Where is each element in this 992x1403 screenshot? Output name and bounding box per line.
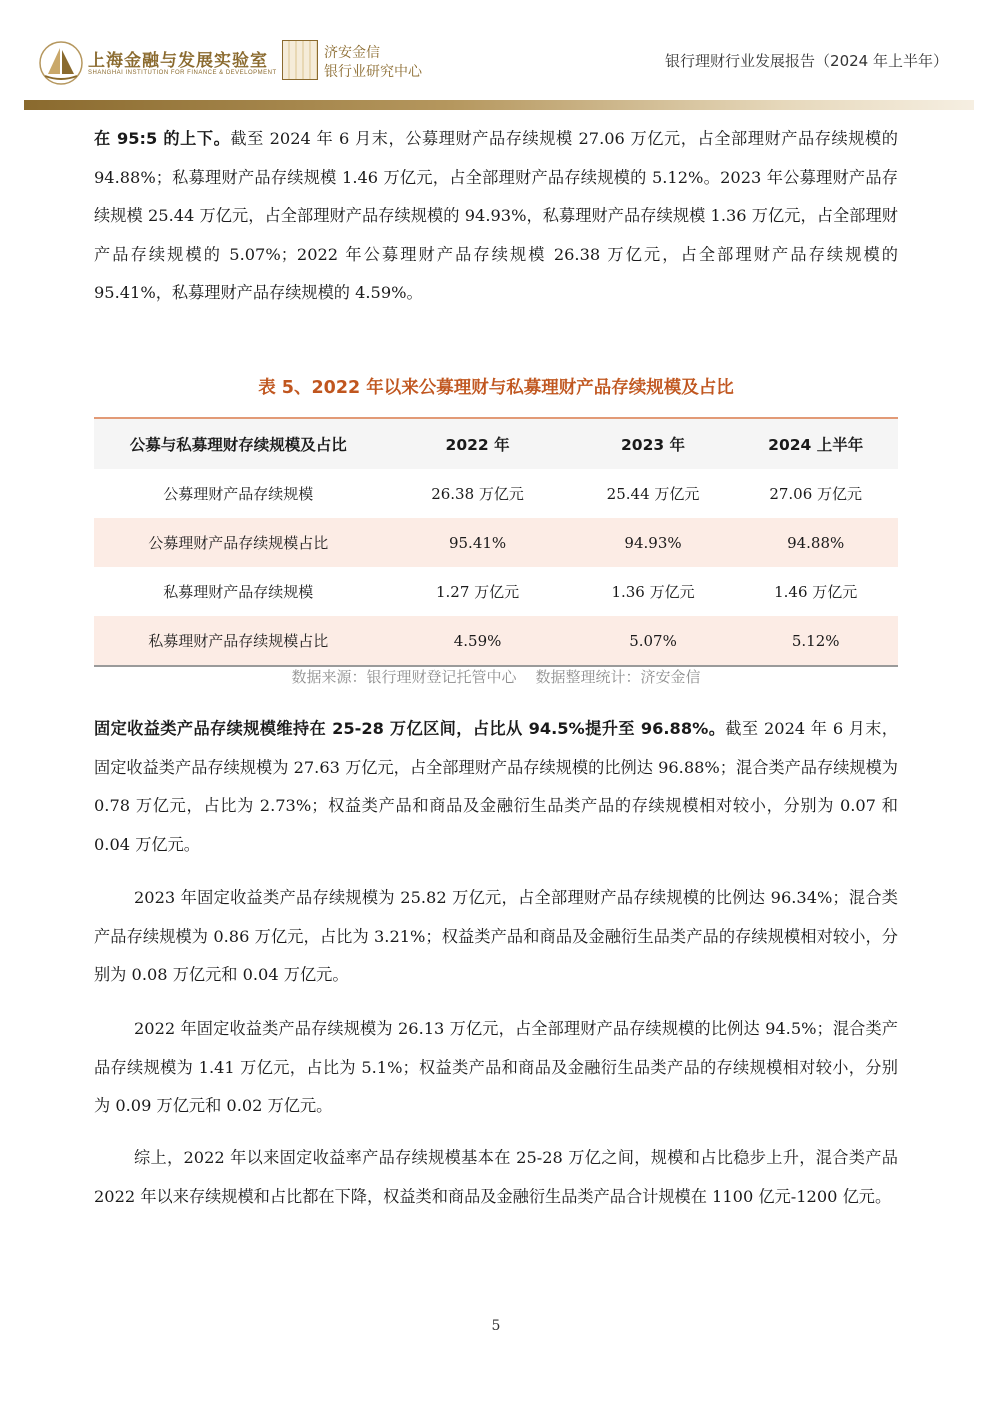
table-cell: 私募理财产品存续规模: [163, 583, 314, 601]
sailboat-logo-icon: [38, 40, 84, 86]
table-row: [94, 567, 898, 616]
table-cell: 26.38 万亿元: [431, 485, 524, 503]
header-divider: [24, 100, 974, 110]
table-cell: 私募理财产品存续规模占比: [94, 616, 382, 666]
table-header-cell: 公募与私募理财存续规模及占比: [94, 418, 382, 469]
paragraph-public-private: [94, 120, 898, 313]
table-cell: 公募理财产品存续规模占比: [94, 518, 382, 567]
paragraph-text: 截至 2024 年 6 月末，公募理财产品存续规模 27.06 万亿元，占全部理财产品存续规模的 94.88%；私募理财产品存续规模 1.46 万亿元，占全部理财产品存续规模的 5.12%。2023 年公募理财产品存续规模 25.44 万亿元，占全部理财产品存续规模的 94.93%，私募理财产品存续规模 1.36 万亿元，占全部理财产品存续规模的 5.07%；2022 年公募理财产品存续规模 26.38 万亿元，占全部理财产品存续规模的 95.41%，私募理财产品存续规模的 4.59%。: [94, 129, 898, 302]
scale-ratio-table: [94, 417, 898, 667]
paragraph-2022: 2022 年固定收益类产品存续规模为 26.13 万亿元，占全部理财产品存续规模的比例达 94.5%；混合类产品存续规模为 1.41 万亿元，占比为 5.1%；权益类产品和商品及金融衍生品类产品的存续规模相对较小，分别为 0.09 万亿元和 0.02 万亿元。: [94, 1019, 898, 1115]
table-cell: 94.88%: [733, 518, 898, 567]
table-cell: 5.12%: [733, 616, 898, 666]
paragraph-2023: 2023 年固定收益类产品存续规模为 25.82 万亿元，占全部理财产品存续规模的比例达 96.34%；混合类产品存续规模为 0.86 万亿元，占比为 3.21%；权益类产品和商品及金融衍生品类产品的存续规模相对较小，分别为 0.08 万亿元和 0.04 万亿元。: [94, 888, 898, 984]
table-source-note: 数据来源：银行理财登记托管中心 数据整理统计：济安金信: [291, 668, 701, 686]
seal-stamp-icon: [282, 40, 318, 80]
paragraph-lead-bold: 在 95:5 的上下。: [94, 129, 231, 148]
table-cell: 1.36 万亿元: [611, 583, 695, 601]
sifd-logo-english: SHANGHAI INSTITUTION FOR FINANCE & DEVELOPMENT: [88, 70, 277, 76]
table-cell: 公募理财产品存续规模: [163, 485, 314, 503]
report-title: 银行理财行业发展报告（2024 年上半年）: [665, 52, 948, 70]
sifd-logo: [38, 40, 278, 88]
sifd-logo-name: 上海金融与发展实验室: [88, 51, 268, 71]
table-cell: 94.93%: [573, 518, 734, 567]
table-header-cell: 2022 年: [382, 418, 572, 469]
paragraph-fixed-income-2024: [94, 710, 898, 864]
table-header-row: [94, 418, 898, 469]
table-caption: 表 5、2022 年以来公募理财与私募理财产品存续规模及占比: [258, 378, 734, 398]
page-number: 5: [491, 1318, 501, 1334]
table-row: [94, 518, 898, 567]
jian-logo-line1: 济安金信: [324, 45, 380, 61]
table-header-cell: 2023 年: [573, 418, 734, 469]
table-row: [94, 616, 898, 666]
paragraph-lead-bold: 固定收益类产品存续规模维持在 25-28 万亿区间，占比从 94.5%提升至 96.88%。: [94, 719, 726, 738]
page-header: [0, 0, 992, 110]
table-header-cell: 2024 上半年: [733, 418, 898, 469]
table-cell: 5.07%: [573, 616, 734, 666]
paragraph-text: 截至 2024 年 6 月末，固定收益类产品存续规模为 27.63 万亿元，占全部理财产品存续规模的比例达 96.88%；混合类产品存续规模为 0.78 万亿元，占比为 2.73%；权益类产品和商品及金融衍生品类产品的存续规模相对较小，分别为 0.07 和 0.04 万亿元。: [94, 719, 898, 854]
jian-logo-line2: 银行业研究中心: [324, 64, 422, 80]
table-row: [94, 469, 898, 518]
paragraph-summary: 综上，2022 年以来固定收益率产品存续规模基本在 25-28 万亿之间，规模和占比稳步上升，混合类产品 2022 年以来存续规模和占比都在下降，权益类和商品及金融衍生品类产品合计规模在 1100 亿元-1200 亿元。: [94, 1148, 898, 1206]
table-cell: 1.46 万亿元: [774, 583, 858, 601]
jian-logo: [282, 40, 442, 86]
table-cell: 1.27 万亿元: [435, 583, 520, 601]
table-cell: 95.41%: [382, 518, 572, 567]
table-cell: 25.44 万亿元: [606, 485, 700, 503]
table-cell: 4.59%: [382, 616, 572, 666]
table-cell: 27.06 万亿元: [769, 485, 863, 503]
